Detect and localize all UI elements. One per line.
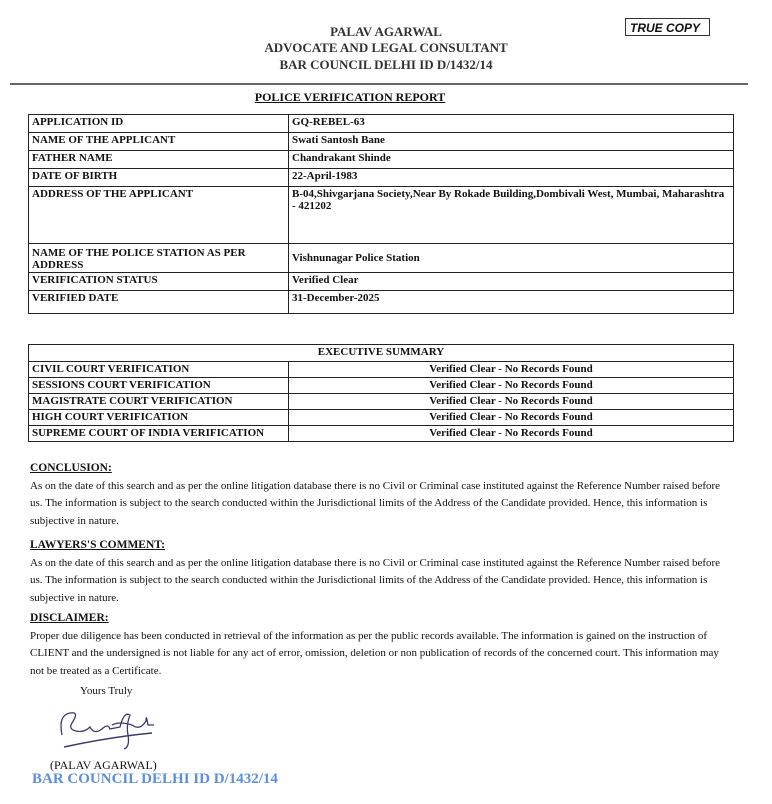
court-label: CIVIL COURT VERIFICATION	[29, 362, 289, 378]
court-status: Verified Clear - No Records Found	[289, 378, 734, 394]
summary-row	[29, 362, 734, 378]
lawyers-comment-section	[30, 537, 730, 607]
advocate-bar-id: BAR COUNCIL DELHI ID D/1432/14	[279, 57, 493, 72]
court-status: Verified Clear - No Records Found	[289, 410, 734, 426]
executive-summary-table	[28, 344, 734, 442]
detail-value: Vishnunagar Police Station	[289, 244, 734, 273]
signatory-bar-id: BAR COUNCIL DELHI ID D/1432/14	[32, 771, 278, 787]
summary-row	[29, 410, 734, 426]
disclaimer-heading: DISCLAIMER:	[30, 612, 109, 624]
disclaimer-text: Proper due diligence has been conducted in retrieval of the information as per the public records available. The information is gained on the instruction of CLIENT and the undersigned is not liable for any act of error, omission, deletion or non publication of records of the concerned court. This information may not be treated as a Certificate.	[30, 629, 719, 677]
court-label: MAGISTRATE COURT VERIFICATION	[29, 394, 289, 410]
court-label: HIGH COURT VERIFICATION	[29, 410, 289, 426]
detail-value: 31-December-2025	[289, 291, 734, 314]
summary-row	[29, 378, 734, 394]
detail-value: 22-April-1983	[289, 169, 734, 187]
detail-label: VERIFICATION STATUS	[29, 273, 289, 291]
detail-label: FATHER NAME	[29, 151, 289, 169]
advocate-title: ADVOCATE AND LEGAL CONSULTANT	[264, 40, 508, 55]
detail-label: NAME OF THE APPLICANT	[29, 133, 289, 151]
details-row	[29, 169, 734, 187]
detail-label: APPLICATION ID	[29, 115, 289, 133]
court-label: SESSIONS COURT VERIFICATION	[29, 378, 289, 394]
details-row	[29, 133, 734, 151]
detail-label: ADDRESS OF THE APPLICANT	[29, 187, 289, 244]
detail-label: NAME OF THE POLICE STATION AS PER ADDRESS	[29, 244, 289, 273]
summary-title: EXECUTIVE SUMMARY	[29, 345, 734, 362]
detail-value: Chandrakant Shinde	[289, 151, 734, 169]
advocate-name: PALAV AGARWAL	[330, 24, 442, 39]
signatory-name: (PALAV AGARWAL)	[50, 758, 157, 772]
details-row	[29, 115, 734, 133]
summary-row	[29, 426, 734, 442]
court-status: Verified Clear - No Records Found	[289, 426, 734, 442]
closing: Yours Truly	[80, 685, 133, 697]
details-row	[29, 244, 734, 273]
summary-row	[29, 394, 734, 410]
signature-image	[50, 705, 160, 753]
detail-value: GQ-REBEL-63	[289, 115, 734, 133]
conclusion-text: As on the date of this search and as per the online litigation database there is no Civil or Criminal case instituted against the Reference Number raised before us. The information is subject to the search conducted within the Jurisdictional limits of the Address of the Candidate provided. Hence, this information is subjective in nature.	[30, 479, 721, 527]
detail-label: VERIFIED DATE	[29, 291, 289, 314]
court-status: Verified Clear - No Records Found	[289, 394, 734, 410]
lawyers-comment-heading: LAWYERS'S COMMENT:	[30, 539, 165, 551]
court-status: Verified Clear - No Records Found	[289, 362, 734, 378]
details-row	[29, 187, 734, 244]
detail-value: Verified Clear	[289, 273, 734, 291]
details-row	[29, 151, 734, 169]
report-title: POLICE VERIFICATION REPORT	[254, 90, 446, 104]
detail-label: DATE OF BIRTH	[29, 169, 289, 187]
details-row	[29, 291, 734, 314]
conclusion-heading: CONCLUSION:	[30, 462, 112, 474]
lawyers-comment-text: As on the date of this search and as per the online litigation database there is no Civil or Criminal case instituted against the Reference Number raised before us. The information is subject to the search conducted within the Jurisdictional limits of the Address of the Candidate provided. Hence, this information is subjective in nature.	[30, 556, 721, 604]
court-label: SUPREME COURT OF INDIA VERIFICATION	[29, 426, 289, 442]
detail-value: Swati Santosh Bane	[289, 133, 734, 151]
details-table	[28, 114, 734, 314]
detail-value: B-04,Shivgarjana Society,Near By Rokade Building,Dombivali West, Mumbai, Maharashtra - 421202	[289, 187, 734, 244]
conclusion-section	[30, 460, 730, 530]
header-divider	[10, 83, 748, 85]
true-copy-stamp: TRUE COPY	[625, 18, 710, 36]
details-row	[29, 273, 734, 291]
disclaimer-section	[30, 610, 730, 680]
